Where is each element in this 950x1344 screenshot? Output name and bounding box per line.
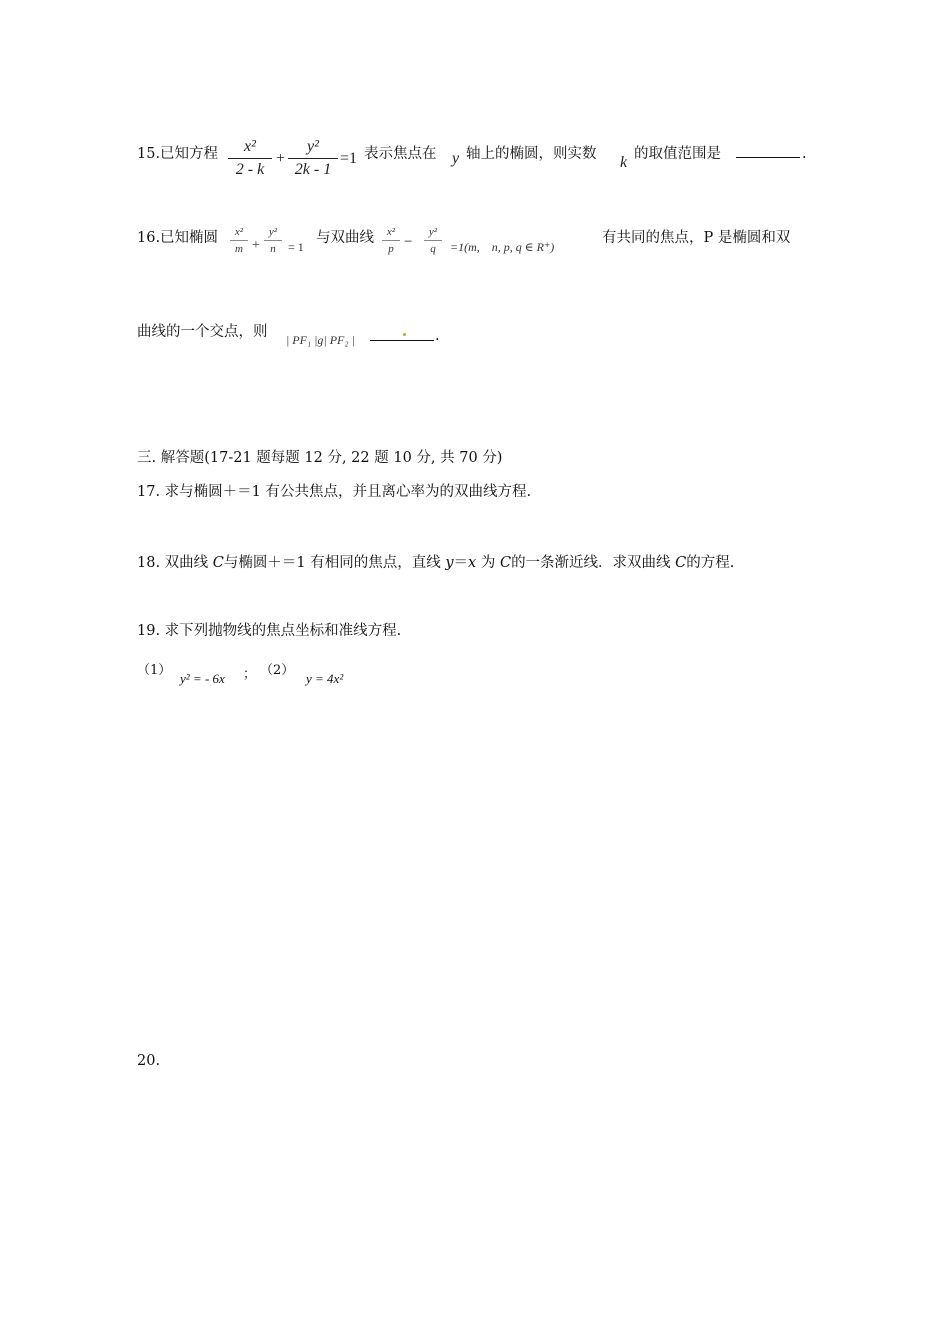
q16-hyperbola-frac-2 — [424, 226, 442, 255]
q18-text-5: 的方程. — [686, 555, 735, 571]
q18-var-c-2: C — [499, 555, 512, 571]
q16-hyperbola-num-1: x² — [386, 226, 396, 238]
q18-equals: ＝ — [453, 555, 469, 571]
q15-fraction-2 — [288, 138, 338, 179]
q15-end: . — [802, 146, 807, 162]
q18-var-c-1: C — [212, 555, 224, 571]
q15-equals: =1 — [340, 150, 358, 167]
q16-prefix: 16.已知椭圆 — [137, 230, 219, 246]
question-18 — [137, 553, 734, 573]
q15-frac1-denominator: 2 - k — [235, 161, 265, 178]
q15-var-y: y — [452, 150, 460, 167]
q16-answer-blank[interactable] — [370, 334, 434, 341]
q16-ellipse-den-2: n — [270, 243, 276, 255]
q15-suffix: 的取值范围是 — [634, 146, 721, 162]
q16-line2-prefix: 曲线的一个交点，则 — [137, 324, 268, 340]
q15-middle-text-2: 轴上的椭圆，则实数 — [466, 146, 597, 162]
q15-frac1-numerator: x² — [244, 138, 256, 155]
q18-text-2: 与椭圆＋＝1 有相同的焦点，直线 — [223, 555, 446, 571]
q19-part2-label: （2） — [260, 663, 295, 678]
q18-text-4: 的一条渐近线．求双曲线 — [511, 555, 676, 571]
q15-frac2-denominator: 2k - 1 — [294, 161, 332, 178]
q16-ellipse-equals: = 1 — [288, 240, 304, 254]
q16-hyperbola-condition: =1(m, n, p, q ∈ R⁺) — [450, 240, 555, 254]
q15-middle-text: 表示焦点在 — [364, 146, 437, 162]
q16-ellipse-den-1: m — [235, 243, 243, 255]
q19-part1-expression: y² = - 6x — [180, 671, 225, 686]
q15-plus: + — [276, 150, 286, 167]
q16-line2-end: . — [435, 328, 440, 344]
q16-hyperbola-num-2: y² — [428, 226, 438, 238]
q18-text-1: 18. 双曲线 — [137, 555, 213, 571]
q16-hyperbola-den-2: q — [430, 243, 436, 255]
q15-frac2-numerator: y² — [307, 138, 319, 155]
q16-ellipse-frac-2 — [264, 226, 282, 255]
q15-prefix: 15.已知方程 — [137, 146, 219, 162]
q19-part2-expression: y = 4x² — [306, 671, 344, 686]
q18-var-c-3: C — [675, 555, 687, 571]
q18-var-y: y — [445, 555, 454, 571]
q16-ellipse-num-2: y² — [268, 226, 278, 238]
q18-text-3: 为 — [476, 555, 500, 571]
q19-text: 19. 求下列抛物线的焦点坐标和准线方程. — [137, 623, 402, 639]
q16-hyperbola-minus: − — [404, 234, 413, 250]
q15-answer-blank[interactable] — [736, 141, 800, 158]
q16-line2-expression: | PF₁ |g| PF₂ | — [286, 333, 355, 347]
q16-suffix: 有共同的焦点，P 是椭圆和双 — [602, 230, 791, 246]
question-17: 17. 求与椭圆＋＝1 有公共焦点，并且离心率为的双曲线方程. — [137, 484, 532, 500]
q16-ellipse-num-1: x² — [234, 226, 244, 238]
q16-hyperbola-den-1: p — [388, 243, 394, 255]
q19-separator: ； — [243, 667, 257, 682]
q15-fraction-1 — [228, 138, 272, 179]
q16-hyperbola-frac-1 — [382, 226, 400, 255]
q15-var-k: k — [620, 154, 628, 171]
question-20: 20. — [137, 1053, 161, 1069]
section-3-title: 三. 解答题(17-21 题每题 12 分, 22 题 10 分, 共 70 分) — [137, 450, 503, 466]
q16-ellipse-frac-1 — [230, 226, 248, 255]
q19-part1-label: （1） — [137, 663, 172, 678]
q18-var-x: x — [468, 555, 477, 571]
marker-dot-icon — [403, 333, 406, 336]
q16-ellipse-plus: + — [252, 238, 260, 253]
q16-middle-text: 与双曲线 — [316, 230, 374, 246]
